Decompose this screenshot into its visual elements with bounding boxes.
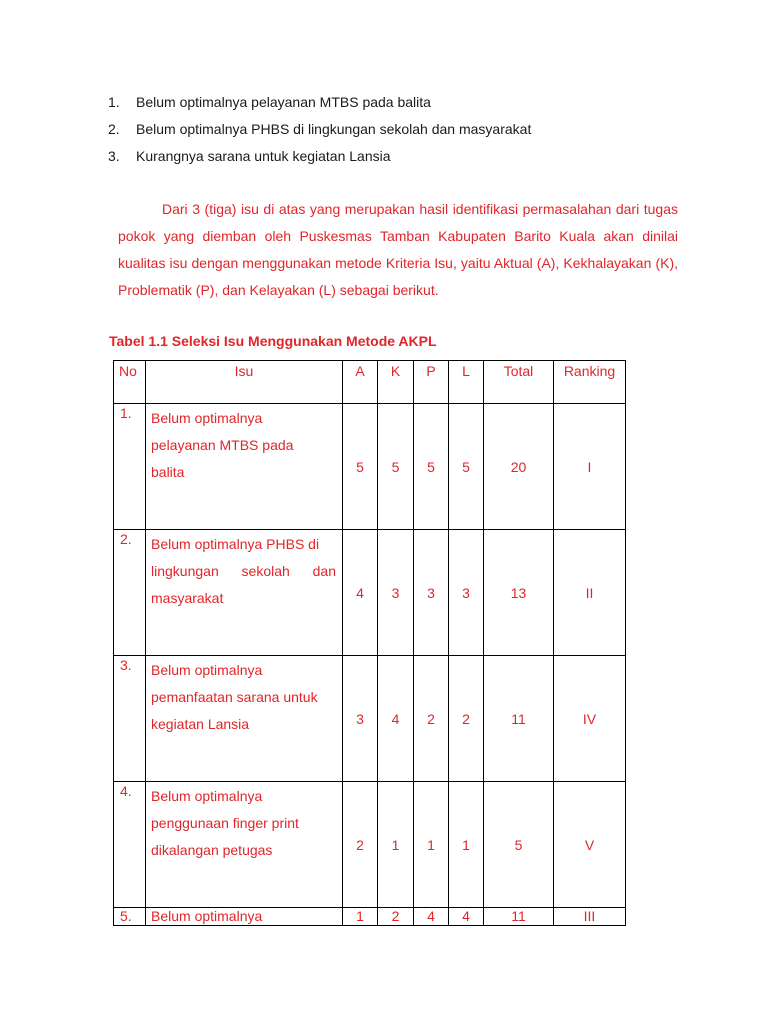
cell-no: 2.	[114, 530, 146, 656]
table-row	[114, 530, 626, 656]
cell-total: 11	[484, 908, 554, 926]
cell-isu	[146, 404, 343, 530]
cell-l: 3	[449, 530, 484, 656]
cell-isu	[146, 908, 343, 926]
header-a: A	[343, 361, 378, 404]
header-ranking: Ranking	[554, 361, 626, 404]
cell-a: 1	[343, 908, 378, 926]
isu-line: balita	[151, 464, 185, 480]
isu-line: dikalangan petugas	[151, 842, 273, 858]
list-number: 3.	[108, 148, 120, 164]
isu-line: lingkungan sekolah dan	[151, 563, 336, 579]
isu-line: penggunaan finger print	[151, 815, 299, 831]
isu-line: Belum optimalnya PHBS di	[151, 536, 320, 552]
list-number: 2.	[108, 121, 120, 137]
list-item	[108, 146, 531, 173]
list-text: Belum optimalnya PHBS di lingkungan sekolah dan masyarakat	[136, 121, 532, 137]
table-row	[114, 782, 626, 908]
cell-k: 2	[378, 908, 414, 926]
cell-p: 2	[414, 656, 449, 782]
isu-line: Belum optimalnya	[151, 908, 263, 924]
header-no: No	[114, 361, 146, 404]
cell-ranking: II	[554, 530, 626, 656]
cell-total: 20	[484, 404, 554, 530]
list-number: 1.	[108, 94, 120, 110]
isu-line: masyarakat	[151, 590, 224, 606]
akpl-table	[113, 360, 626, 926]
cell-no: 4.	[114, 782, 146, 908]
table-caption: Tabel 1.1 Seleksi Isu Menggunakan Metode AKPL	[109, 333, 437, 349]
cell-ranking: V	[554, 782, 626, 908]
cell-k: 4	[378, 656, 414, 782]
cell-k: 5	[378, 404, 414, 530]
cell-a: 2	[343, 782, 378, 908]
isu-line: pelayanan MTBS pada	[151, 437, 294, 453]
cell-ranking: IV	[554, 656, 626, 782]
isu-line: Belum optimalnya	[151, 662, 263, 678]
cell-l: 1	[449, 782, 484, 908]
cell-l: 4	[449, 908, 484, 926]
table-row	[114, 404, 626, 530]
cell-p: 3	[414, 530, 449, 656]
cell-no: 3.	[114, 656, 146, 782]
isu-line: Belum optimalnya	[151, 788, 263, 804]
intro-paragraph: Dari 3 (tiga) isu di atas yang merupakan hasil identifikasi permasalahan dari tugas pokok yang diemban oleh Puskesmas Tamban Kabupaten Barito Kuala akan dinilai kualitas isu dengan menggunakan metode Kriteria Isu, yaitu Aktual (A), Kekhalayakan (K), Problematik (P), dan Kelayakan (L) sebagai berikut.	[118, 201, 678, 298]
cell-k: 3	[378, 530, 414, 656]
header-p: P	[414, 361, 449, 404]
isu-line: Belum optimalnya	[151, 410, 263, 426]
cell-p: 4	[414, 908, 449, 926]
table-row	[114, 656, 626, 782]
cell-no: 1.	[114, 404, 146, 530]
cell-no: 5.	[114, 908, 146, 926]
cell-l: 5	[449, 404, 484, 530]
cell-ranking: III	[554, 908, 626, 926]
cell-k: 1	[378, 782, 414, 908]
cell-isu	[146, 656, 343, 782]
cell-p: 5	[414, 404, 449, 530]
list-item	[108, 92, 531, 119]
cell-total: 11	[484, 656, 554, 782]
header-isu: Isu	[146, 361, 343, 404]
cell-a: 3	[343, 656, 378, 782]
issue-list	[108, 92, 531, 173]
isu-line: kegiatan Lansia	[151, 716, 250, 732]
list-text: Belum optimalnya pelayanan MTBS pada balita	[136, 94, 431, 110]
cell-a: 5	[343, 404, 378, 530]
header-k: K	[378, 361, 414, 404]
isu-line: pemanfaatan sarana untuk	[151, 689, 318, 705]
cell-a: 4	[343, 530, 378, 656]
header-l: L	[449, 361, 484, 404]
table-row	[114, 908, 626, 926]
cell-isu	[146, 530, 343, 656]
cell-total: 5	[484, 782, 554, 908]
table-header-row	[114, 361, 626, 404]
cell-isu	[146, 782, 343, 908]
header-total: Total	[484, 361, 554, 404]
list-item	[108, 119, 531, 146]
cell-ranking: I	[554, 404, 626, 530]
cell-total: 13	[484, 530, 554, 656]
cell-l: 2	[449, 656, 484, 782]
cell-p: 1	[414, 782, 449, 908]
list-text: Kurangnya sarana untuk kegiatan Lansia	[136, 148, 391, 164]
